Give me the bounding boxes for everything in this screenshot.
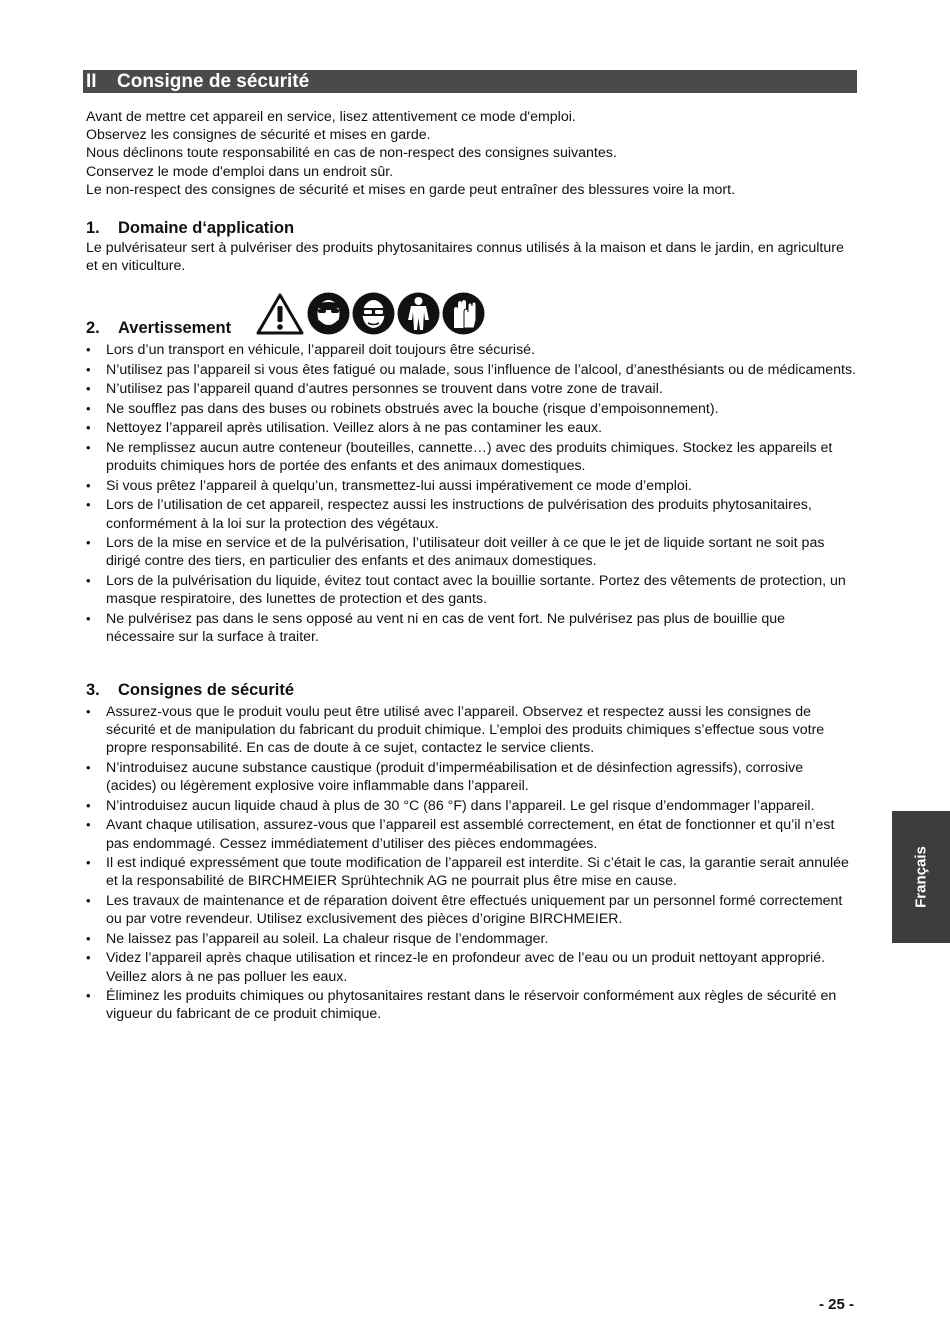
intro-line: Avant de mettre cet appareil en service, lisez attentivement ce mode d'emploi. — [86, 109, 576, 125]
list-item: • N’introduisez aucune substance caustique (produit d’imperméabilisation et de désinfection agressifs), corrosive (acides) ou légèrement explosive voire inflammable dans l’appareil. — [86, 759, 856, 795]
list-item: • Lors de la pulvérisation du liquide, évitez tout contact avec la bouillie sortante. Portez des vêtements de protection, un masque respiratoire, des lunettes de protection et des gants. — [86, 572, 856, 608]
section-3-title: Consignes de sécurité — [118, 681, 295, 699]
list-item: • Videz l’appareil après chaque utilisation et rincez-le en profondeur avec de l’eau ou un produit nettoyant approprié. Veillez alors à ne pas polluer les eaux. — [86, 949, 856, 985]
intro-line: Le non-respect des consignes de sécurité et mises en garde peut entraîner des blessures voire la mort. — [86, 181, 736, 198]
safety-pictograms — [256, 292, 486, 336]
section-header-bar — [83, 70, 857, 93]
list-item: • Assurez-vous que le produit voulu peut être utilisé avec l’appareil. Observez et respectez aussi les consignes de sécurité et de manipulation du fabricant du produit chimique. L’emploi des produits chimiques s’effectue sous votre propre responsabilité. En cas de doute à ce sujet, contactez le service clients. — [86, 703, 856, 758]
list-item: • N’utilisez pas l’appareil quand d’autres personnes se trouvent dans votre zone de travail. — [86, 380, 856, 398]
list-item: • N’introduisez aucun liquide chaud à plus de 30 °C (86 °F) dans l’appareil. Le gel risque d’endommager l’appareil. — [86, 797, 856, 815]
list-item: • Ne pulvérisez pas dans le sens opposé au vent ni en cas de vent fort. Ne pulvérisez pas plus de bouillie que nécessaire sur la surface à traiter. — [86, 610, 856, 646]
section-2-heading — [86, 318, 231, 338]
section-1-title: Domaine d‘application — [118, 219, 295, 237]
list-item: • Si vous prêtez l’appareil à quelqu’un, transmettez-lui aussi impérativement ce mode d’emploi. — [86, 477, 856, 495]
language-tab-label: Français — [912, 846, 930, 908]
section-header-number: II — [86, 71, 97, 92]
intro-line: Conservez le mode d'emploi dans un endroit sûr. — [86, 163, 394, 180]
list-item: • Lors d’un transport en véhicule, l’appareil doit toujours être sécurisé. — [86, 341, 856, 359]
section-3-heading — [86, 680, 294, 700]
list-item: • Ne soufflez pas dans des buses ou robinets obstrués avec la bouche (risque d’empoisonnement). — [86, 400, 856, 418]
intro-line: Nous déclinons toute responsabilité en cas de non-respect des consignes suivantes. — [86, 145, 617, 162]
list-item: • Il est indiqué expressément que toute modification de l’appareil est interdite. Si c’était le cas, la garantie serait annulée et la responsabilité de BIRCHMEIER Sprühtechnik AG ne pourrait plus être mise en cause. — [86, 854, 856, 890]
section-1-heading — [86, 218, 294, 238]
section-2-number: 2. — [86, 319, 100, 337]
list-item: • N’utilisez pas l’appareil si vous êtes fatigué ou malade, sous l’influence de l’alcool, d’anesthésiants ou de médicaments. — [86, 361, 856, 379]
section-1-number: 1. — [86, 219, 100, 237]
section-2-title: Avertissement — [118, 319, 232, 337]
list-item: • Lors de l’utilisation de cet appareil, respectez aussi les instructions de pulvérisation des produits phytosanitaires, conformément à la loi sur la protection des végétaux. — [86, 496, 856, 532]
page-number: - 25 - — [818, 1296, 854, 1313]
warning-triangle-icon — [256, 292, 304, 336]
section-1-text: Le pulvérisateur sert à pulvériser des produits phytosanitaires connus utilisés à la maison et dans le jardin, en agriculture et en viticulture. — [86, 240, 844, 275]
intro-paragraph — [86, 108, 856, 199]
section-3-number: 3. — [86, 681, 100, 699]
list-item: • Lors de la mise en service et de la pulvérisation, l’utilisateur doit veiller à ce que le jet de liquide sortant ne soit pas dirigé contre des tiers, en particulier des enfants et des animaux domestiques. — [86, 534, 856, 570]
list-item: • Les travaux de maintenance et de réparation doivent être effectués uniquement par un personnel formé correctement ou par votre revendeur. Utilisez exclusivement des pièces d’origine BIRCHMEIER. — [86, 892, 856, 928]
protective-suit-icon — [397, 292, 440, 335]
list-item: • Ne remplissez aucun autre conteneur (bouteilles, cannette…) avec des produits chimiques. Stockez les appareils et produits chimiques hors de portée des enfants et des animaux domestiques. — [86, 439, 856, 475]
intro-line: Observez les consignes de sécurité et mises en garde. — [86, 127, 431, 144]
safety-instructions-list — [86, 703, 856, 1025]
list-item: • Éliminez les produits chimiques ou phytosanitaires restant dans le réservoir conformément aux règles de sécurité en vigueur du fabricant de ce produit chimique. — [86, 987, 856, 1023]
list-item: • Ne laissez pas l’appareil au soleil. La chaleur risque de l’endommager. — [86, 930, 856, 948]
section-header-title: Consigne de sécurité — [117, 71, 310, 92]
list-item: • Nettoyez l’appareil après utilisation. Veillez alors à ne pas contaminer les eaux. — [86, 419, 856, 437]
language-side-tab — [892, 811, 950, 943]
warning-list — [86, 341, 856, 648]
list-item: • Avant chaque utilisation, assurez-vous que l’appareil est assemblé correctement, en état de fonctionner et qu’il n’est pas endommagé. Cessez immédiatement d’utiliser des pièces endommagées. — [86, 816, 856, 852]
respirator-mask-icon — [307, 292, 350, 335]
protective-gloves-icon — [442, 292, 485, 335]
safety-goggles-icon — [352, 292, 395, 335]
